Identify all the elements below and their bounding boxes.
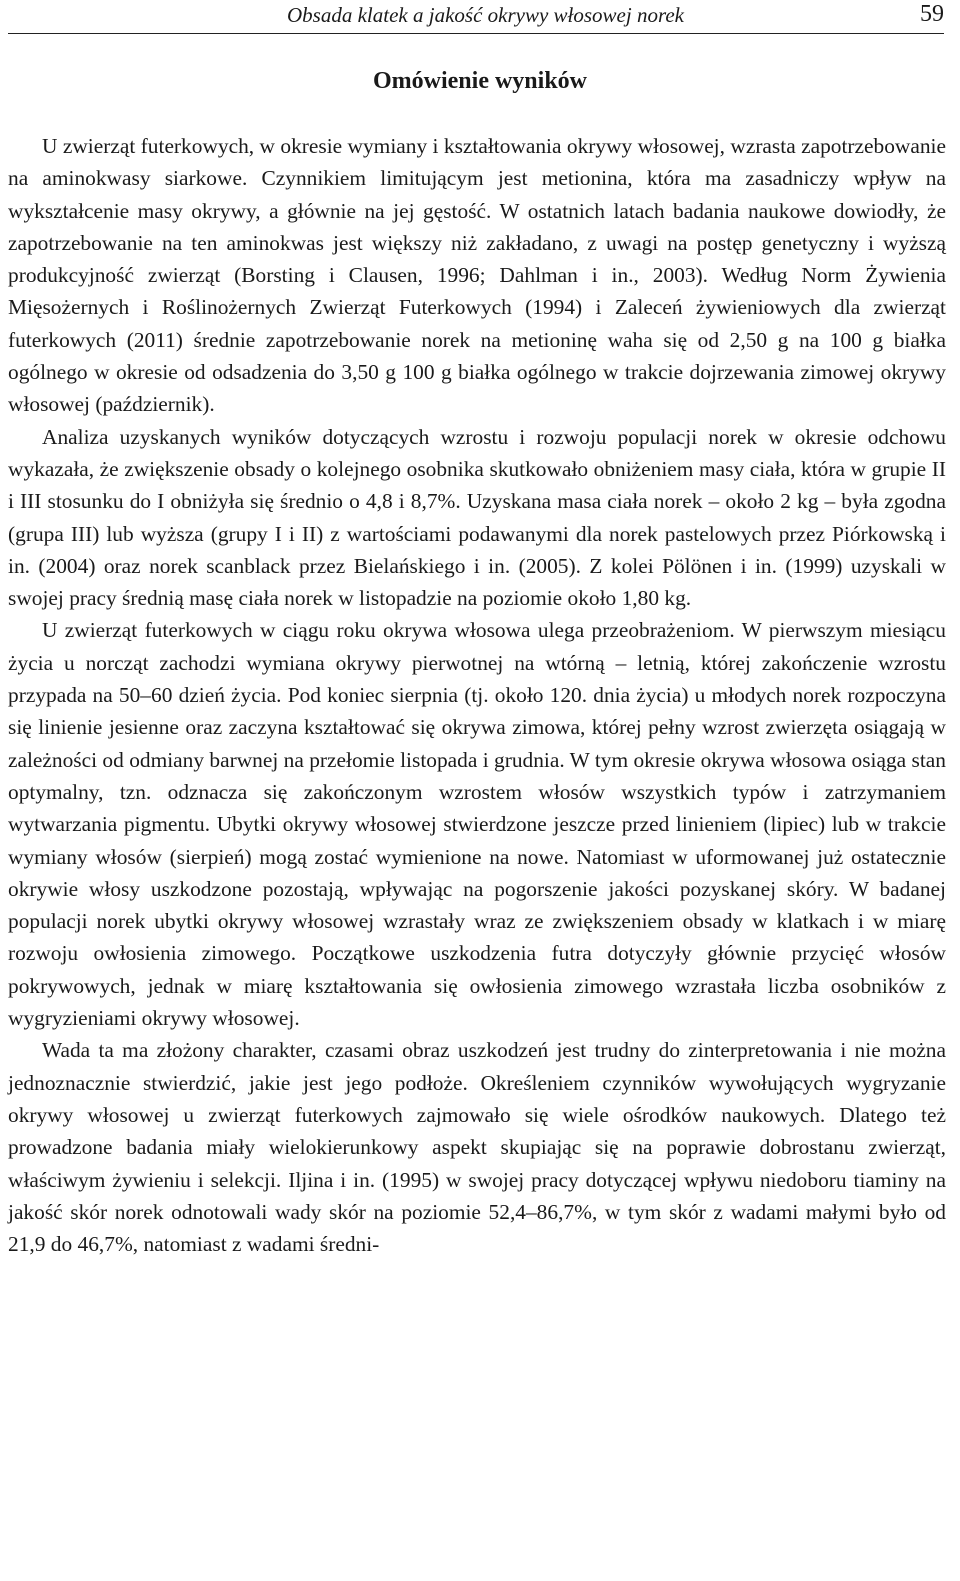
paragraph-3: U zwierząt futerkowych w ciągu roku okrywa włosowa ulega przeobrażeniom. W pierwszym miesiącu życia u norcząt zachodzi wymiana okrywy pierwotnej na wtórną – letnią, której zakończenie wzrostu przypada na 50–60 dzień życia. Pod koniec sierpnia (tj. około 120. dnia życia) u młodych norek rozpoczyna się linienie jesienne oraz zaczyna kształtować się okrywa zimowa, której pełny wzrost zwierzęta osiągają w zależności od odmiany barwnej na przełomie listopada i grudnia. W tym okresie okrywa włosowa osiąga stan optymalny, tzn. odznacza się zakończonym wzrostem włosów wszystkich typów i zatrzymaniem wytwarzania pigmentu. Ubytki okrywy włosowej stwierdzone jeszcze przed linieniem (lipiec) lub w trakcie wymiany włosów (sierpień) mogą zostać wymienione na nowe. Natomiast w uformowanej już ostatecznie okrywie włosy uszkodzone pozostają, wpływając na pogorszenie jakości pozyskanej skóry. W badanej populacji norek ubytki okrywy włosowej wzrastały wraz ze zwiększeniem obsady w klatkach i w miarę rozwoju owłosienia zimowego. Początkowe uszkodzenia futra dotyczyły głównie przycięć włosów pokrywowych, jednak w miarę kształtowania się owłosienia zimowego wzrastała liczba osobników z wygryzieniami okrywy włosowej. xyxy=(8,618,946,1031)
section-heading: Omówienie wyników xyxy=(372,68,587,94)
page-number: 59 xyxy=(920,1,944,27)
running-header xyxy=(8,0,944,34)
paragraph-4: Wada ta ma złożony charakter, czasami obraz uszkodzeń jest trudny do zinterpretowania i nie można jednoznacznie stwierdzić, jakie jest jego podłoże. Określeniem czynników wywołujących wygryzanie okrywy włosowej u zwierząt futerkowych zajmowało się wiele ośrodków naukowych. Dlatego też prowadzone badania miały wielokierunkowy aspekt skupiając się na poprawie dobrostanu zwierząt, właściwym żywieniu i selekcji. Iljina i in. (1995) w swojej pracy dotyczącej wpływu niedoboru tiaminy na jakość skór norek odnotowali wady skór na poziomie 52,4–86,7%, w tym skór z wadami małymi było od 21,9 do 46,7%, natomiast z wadami średni- xyxy=(8,1038,946,1257)
body-text xyxy=(8,130,952,1260)
running-title: Obsada klatek a jakość okrywy włosowej norek xyxy=(287,3,684,27)
paragraph-2: Analiza uzyskanych wyników dotyczących wzrostu i rozwoju populacji norek w okresie odchowu wykazała, że zwiększenie obsady o kolejnego osobnika skutkowało obniżeniem masy ciała, która w grupie II i III stosunku do I obniżyła się średnio o 4,8 i 8,7%. Uzyskana masa ciała norek – około 2 kg – była zgodna (grupa III) lub wyższa (grupy I i II) z wartościami podawanymi dla norek pastelowych przez Piórkowską i in. (2004) oraz norek scanblack przez Bielańskiego i in. (2005). Z kolei Pölönen i in. (1999) uzyskali w swojej pracy średnią masę ciała norek w listopadzie na poziomie około 1,80 kg. xyxy=(8,424,946,611)
paragraph-1: U zwierząt futerkowych, w okresie wymiany i kształtowania okrywy włosowej, wzrasta zapotrzebowanie na aminokwasy siarkowe. Czynnikiem limitującym jest metionina, która ma zasadniczy wpływ na wykształcenie masy okrywy, a głównie na jej gęstość. W ostatnich latach badania naukowe dowiodły, że zapotrzebowanie na ten aminokwas jest większy niż zakładano, z uwagi na postęp genetyczny i wyższą produkcyjność zwierząt (Borsting i Clausen, 1996; Dahlman i in., 2003). Według Norm Żywienia Mięsożernych i Roślinożernych Zwierząt Futerkowych (1994) i Zaleceń żywieniowych dla zwierząt futerkowych (2011) średnie zapotrzebowanie norek na metioninę waha się od 2,50 g na 100 g białka ogólnego w okresie od odsadzenia do 3,50 g 100 g białka ogólnego w trakcie dojrzewania zimowej okrywy włosowej (październik). xyxy=(8,134,946,417)
